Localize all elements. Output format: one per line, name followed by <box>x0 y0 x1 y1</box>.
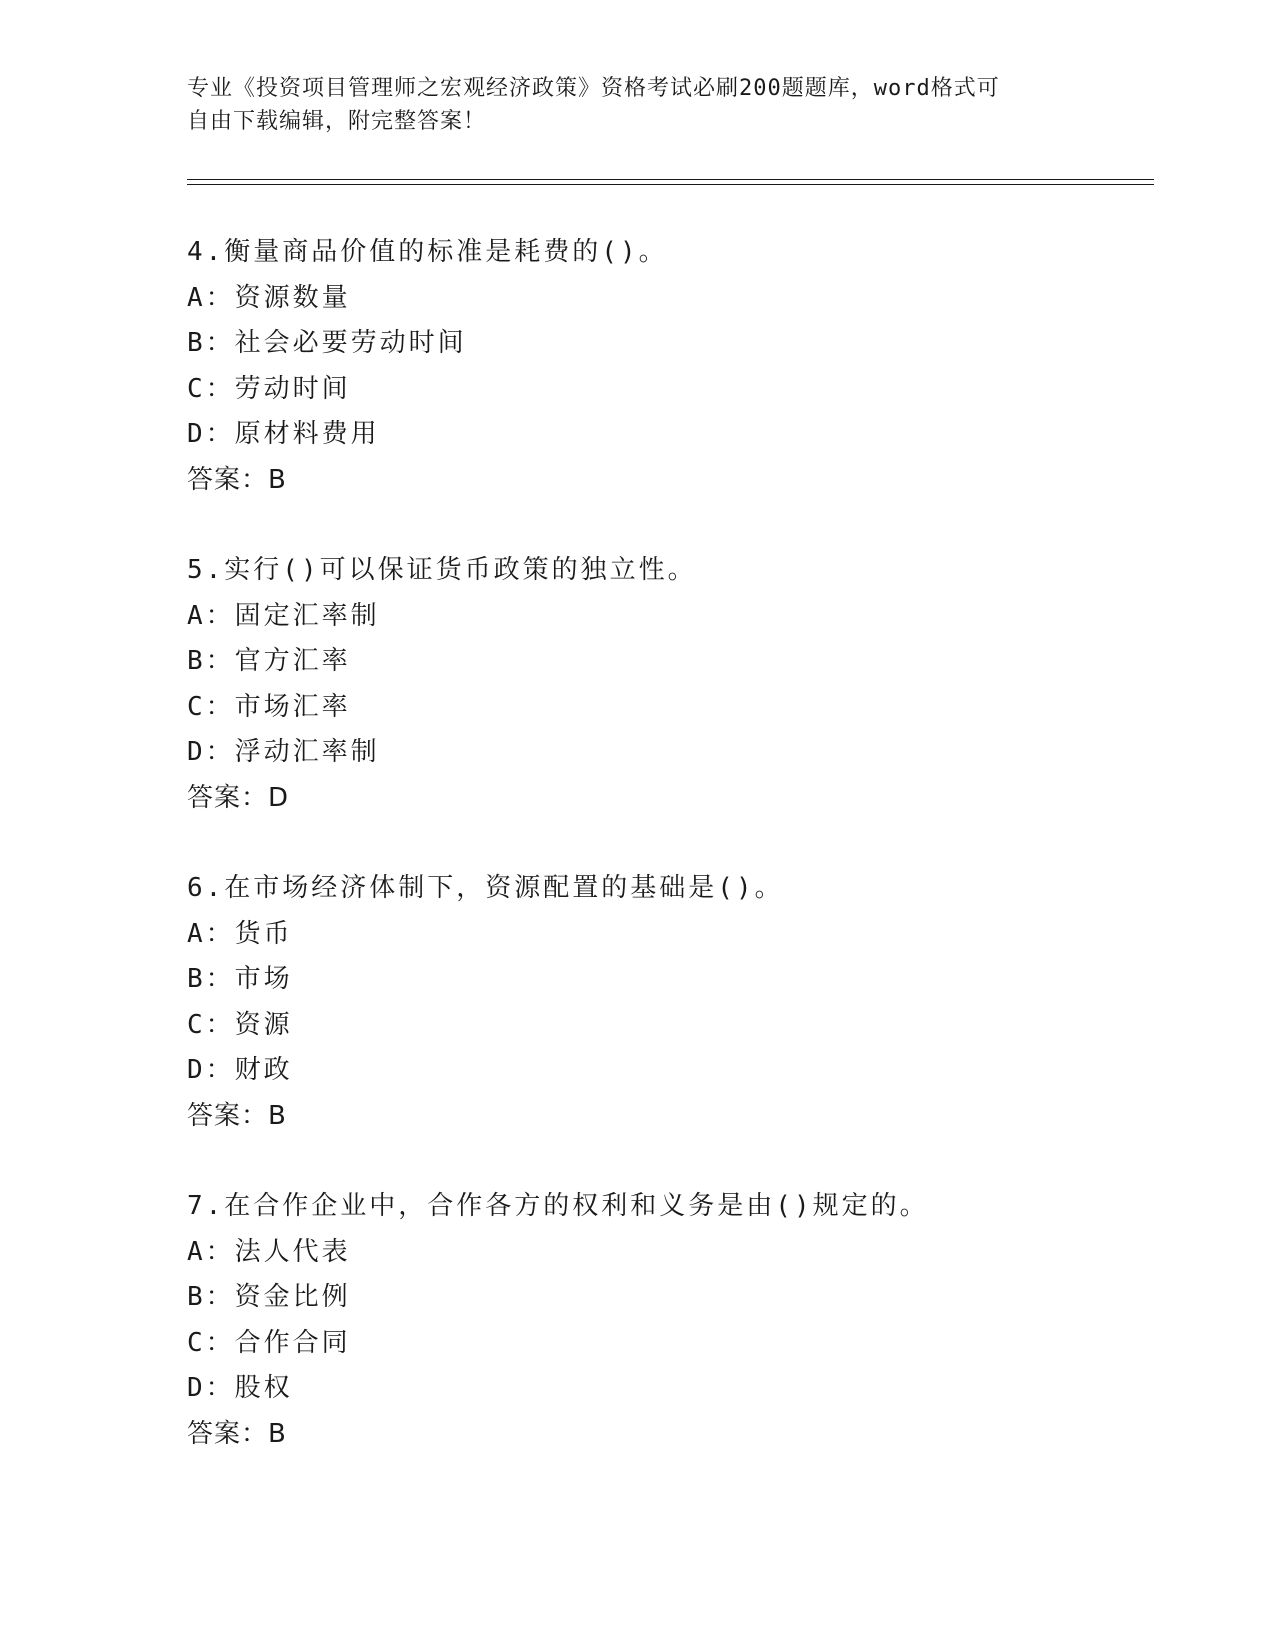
question-4 <box>187 230 1154 548</box>
header-divider-bottom <box>187 184 1154 185</box>
answer-line: 答案：B <box>187 1100 287 1131</box>
question-7 <box>187 1184 1154 1502</box>
question-stem: 4.衡量商品价值的标准是耗费的()。 <box>187 237 668 267</box>
answer-line: 答案：B <box>187 1418 287 1449</box>
option-c: C：市场汇率 <box>187 691 351 722</box>
option-c: C：合作合同 <box>187 1327 351 1358</box>
option-c: C：资源 <box>187 1009 293 1040</box>
option-a: A：货币 <box>187 918 293 949</box>
header-divider-top <box>187 179 1154 180</box>
question-stem: 5.实行()可以保证货币政策的独立性。 <box>187 555 697 585</box>
question-5 <box>187 548 1154 866</box>
question-stem: 7.在合作企业中，合作各方的权利和义务是由()规定的。 <box>187 1191 929 1221</box>
option-d: D：财政 <box>187 1055 293 1085</box>
option-c: C：劳动时间 <box>187 373 351 404</box>
option-a: A：资源数量 <box>187 282 351 313</box>
header-line-1: 专业《投资项目管理师之宏观经济政策》资格考试必刷200题题库，word格式可 <box>187 76 1000 101</box>
answer-line: 答案：D <box>187 782 290 813</box>
document-header <box>187 72 1087 138</box>
option-a: A：固定汇率制 <box>187 600 380 631</box>
option-b: B：市场 <box>187 964 293 994</box>
option-d: D：浮动汇率制 <box>187 737 380 767</box>
question-stem: 6.在市场经济体制下，资源配置的基础是()。 <box>187 873 784 903</box>
answer-line: 答案：B <box>187 464 287 495</box>
option-d: D：原材料费用 <box>187 419 380 449</box>
question-6 <box>187 866 1154 1184</box>
option-b: B：社会必要劳动时间 <box>187 328 467 358</box>
option-b: B：官方汇率 <box>187 646 351 676</box>
option-d: D：股权 <box>187 1373 293 1403</box>
question-list <box>187 230 1154 1502</box>
header-line-2: 自由下载编辑，附完整答案！ <box>187 109 487 134</box>
option-b: B：资金比例 <box>187 1282 351 1312</box>
option-a: A：法人代表 <box>187 1236 351 1267</box>
